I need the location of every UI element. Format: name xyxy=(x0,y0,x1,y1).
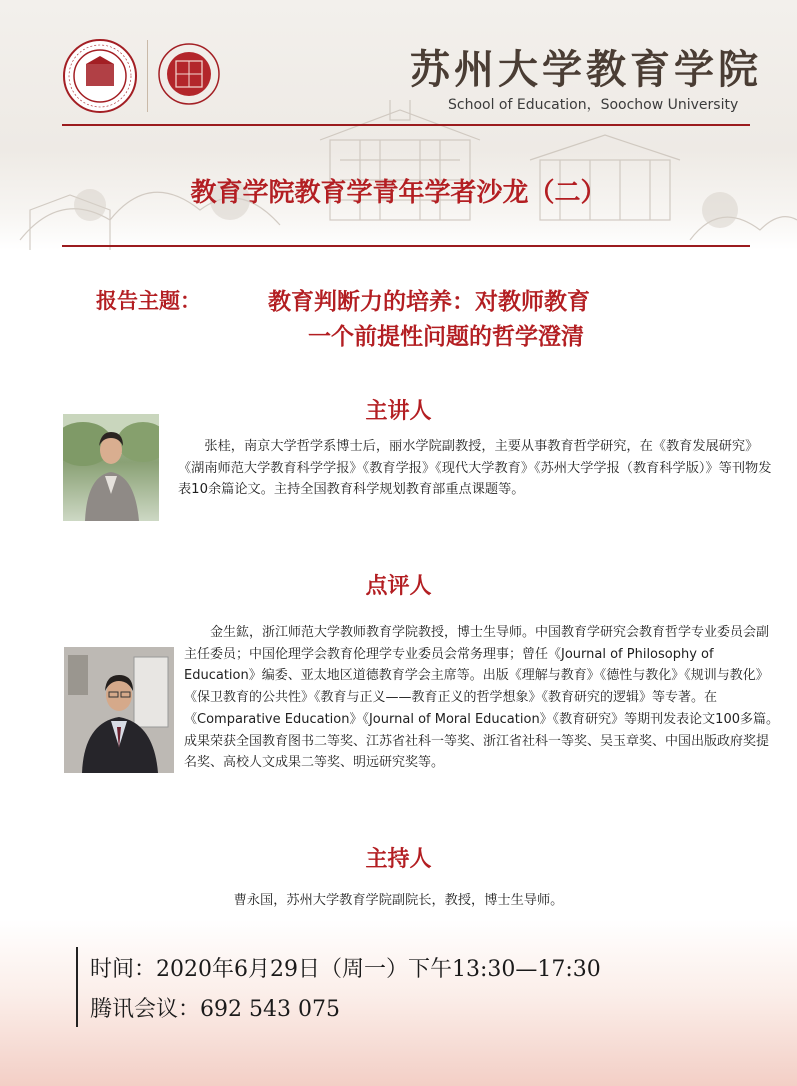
logo-divider xyxy=(147,40,148,112)
event-title: 教育学院教育学青年学者沙龙（二） xyxy=(190,178,607,208)
meeting-id: 腾讯会议：692 543 075 xyxy=(90,997,340,1022)
topic-line-1: 教育判断力的培养：对教师教育 xyxy=(268,288,590,315)
commentator-photo xyxy=(64,647,174,773)
info-accent-bar xyxy=(76,947,78,1027)
header-bottom-rule xyxy=(62,245,750,247)
school-name-english: School of Education，Soochow University xyxy=(448,97,739,113)
speaker-bio: 张桂，南京大学哲学系博士后，丽水学院副教授，主要从事教育哲学研究，在《教育发展研究》《湖南师范大学教育科学学报》《教育学报》《现代大学教育》《苏州大学学报（教育科学版）》等刊物发表10余篇论文。主持全国教育科学规划教育部重点课题等。 xyxy=(178,439,772,498)
speaker-photo xyxy=(63,414,159,521)
soochow-university-logo xyxy=(62,38,138,114)
school-name-chinese: 苏州大学教育学院 xyxy=(410,46,762,93)
header-top-rule xyxy=(62,124,750,126)
commentator-bio: 金生鈜，浙江师范大学教师教育学院教授，博士生导师。中国教育学研究会教育哲学专业委员会副主任委员；中国伦理学会教育伦理学专业委员会常务理事；曾任《Journal of Philosophy of Education》编委、亚太地区道德教育学会主席等。出版《理解与教育》《德性与教化》《规训与教化》《保卫教育的公共性》《教育与正义——教育正义的哲学想象》《教育研究的逻辑》等专著。在《Comparative Education》《Journal of Moral Education》《教育研究》等期刊发表论文100多篇。成果荣获全国教育图书二等奖、江苏省社科一等奖、浙江省社科一等奖、吴玉章奖、中国出版政府奖提名奖、高校人文成果二等奖、明远研究奖等。 xyxy=(184,625,779,771)
topic-line-2: 一个前提性问题的哲学澄清 xyxy=(308,323,584,350)
commentator-heading: 点评人 xyxy=(365,573,432,599)
event-time: 时间：2020年6月29日（周一）下午13:30—17:30 xyxy=(90,957,601,982)
host-bio: 曹永国，苏州大学教育学院副院长，教授，博士生导师。 xyxy=(233,893,564,908)
topic-label: 报告主题： xyxy=(96,289,201,313)
school-of-education-emblem xyxy=(156,38,222,112)
speaker-heading: 主讲人 xyxy=(365,398,432,424)
host-heading: 主持人 xyxy=(365,846,432,872)
